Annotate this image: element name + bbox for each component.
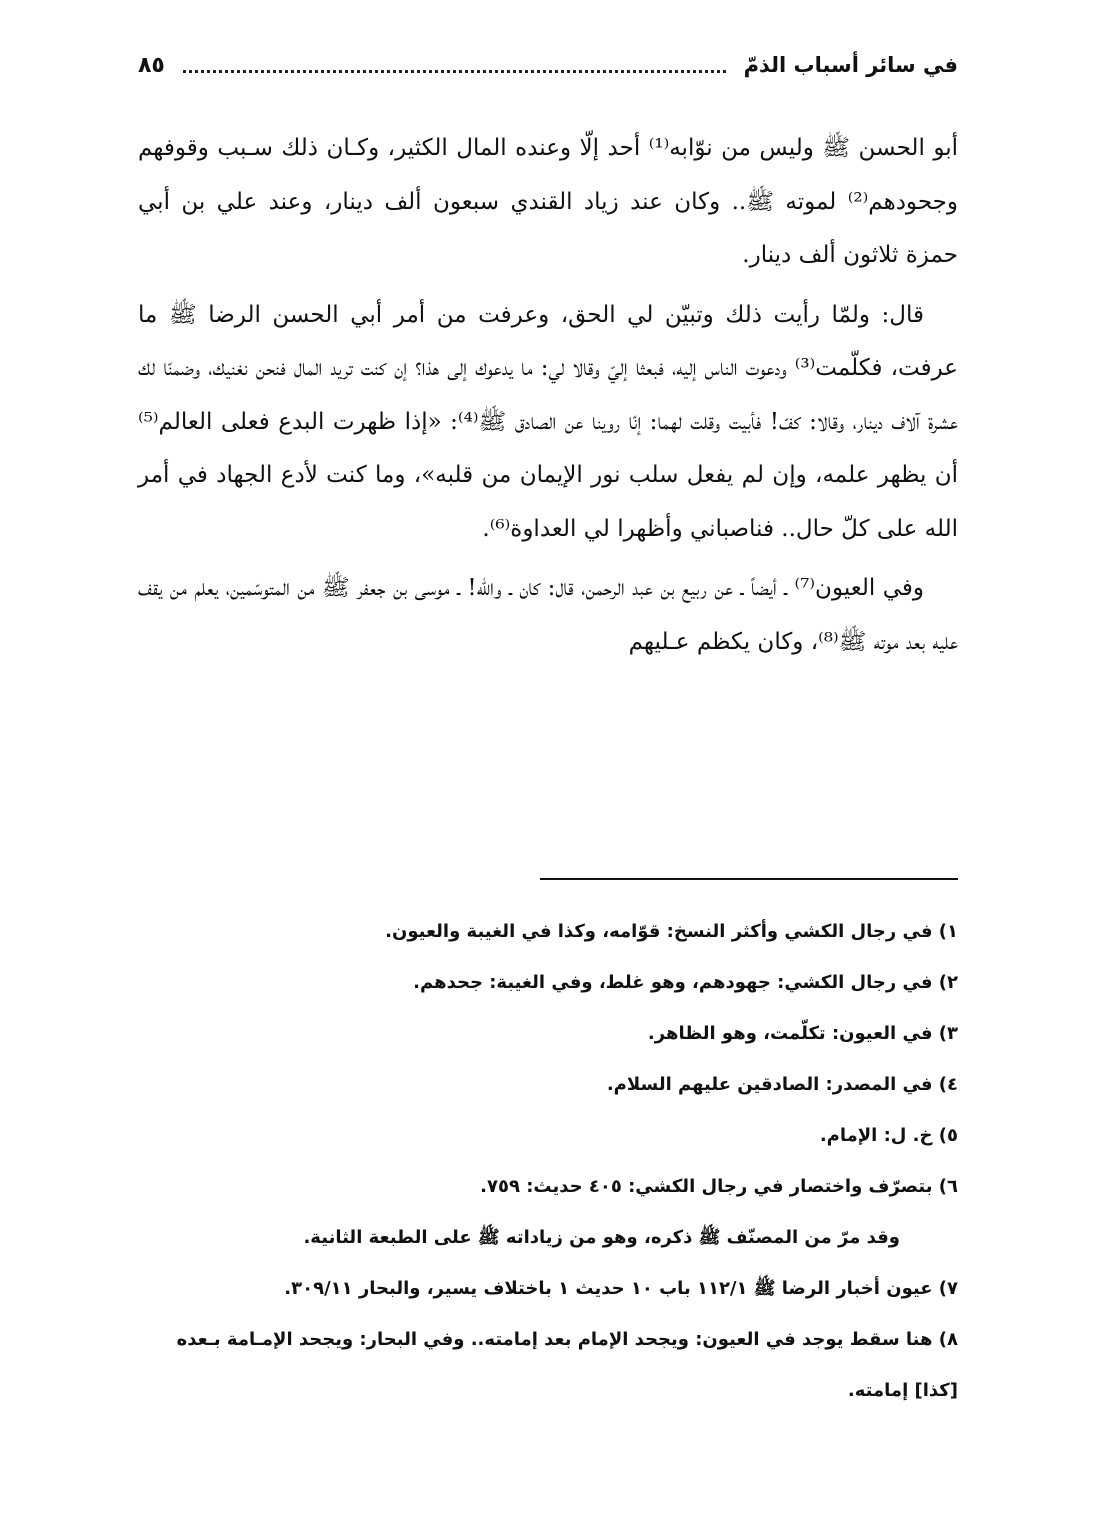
footnote: ٤) في المصدر: الصادقين عليهم السلام.: [606, 1074, 958, 1095]
paragraph: قال: ولمّا رأيت ذلك وتبيّن لي الحق، وعرفت من أمر أبي الحسن الرضا ﷺ ما عرفت، فكلّمت⁽³⁾ ودعوت الناس إليه، فبعثا إليّ وقالا لي: ما يدعوك إلى هذا؟ إن كنت تريد المال فنحن نغنيك، وضمنّا لك عشرة آلاف دينار، وقالا: كفّ! فأبيت وقلت لهما: إنّا روينا عن الصادق ﷺ⁽⁴⁾: «إذا ظهرت البدع فعلى العالم⁽⁵⁾ أن يظهر علمه، وإن لم يفعل سلب نور الإيمان من قلبه»، وما كنت لأدع الجهاد في أمر الله على كلّ حال.. فناصباني وأظهرا لي العداوة⁽⁶⁾.: [138, 301, 958, 542]
footnote: ٦) بتصرّف واختصار في رجال الكشي: ٤٠٥ حديث: ٧٥٩.: [480, 1176, 958, 1197]
footnotes: [138, 906, 958, 1416]
running-header: [138, 40, 958, 90]
paragraph: أبو الحسن ﷺ وليس من نوّابه⁽¹⁾ أحد إلّا وعنده المال الكثير، وكـان ذلك سـبب وقوفهم وجحودهم⁽²⁾ لموته ﷺ.. وكان عند زياد القندي سبعون ألف دينار، وعند علي بن أبي حمزة ثلاثون ألف دينار.: [138, 135, 958, 268]
running-header-title: في سائر أسباب الذمّ: [743, 53, 958, 77]
main-text: [138, 122, 958, 669]
page-number: ٨٥: [138, 52, 165, 78]
footnote: ١) في رجال الكشي وأكثر النسخ: قوّامه، وكذا في الغيبة والعيون.: [385, 921, 958, 942]
footnote: ٨) هنا سقط يوجد في العيون: ويجحد الإمام بعد إمامته.. وفي البحار: ويجحد الإمـامة بـعده [كذا] إمامته.: [176, 1329, 958, 1401]
footnote: ٢) في رجال الكشي: جهودهم، وهو غلط، وفي الغيبة: جحدهم.: [413, 972, 958, 993]
footnote: ٧) عيون أخبار الرضا ﷺ ١١٢/١ باب ١٠ حديث ١ باختلاف يسير، والبحار ٣٠٩/١١.: [284, 1278, 958, 1299]
footnote: ٥) خ. ل: الإمام.: [819, 1125, 958, 1146]
dotted-leader: [183, 70, 726, 73]
footnote-separator: [540, 878, 958, 880]
footnote: ٣) في العيون: تكلّمت، وهو الظاهر.: [647, 1023, 958, 1044]
paragraph: وفي العيون⁽⁷⁾ ـ أيضاً ـ عن ربيع بن عبد الرحمن، قال: كان ـ والله! ـ موسى بن جعفر ﷺ من المتوسّمين، يعلم من يقف عليه بعد موته ﷺ⁽⁸⁾، وكان يكظم عـليهم: [138, 575, 958, 655]
footnote-continuation: وقد مرّ من المصنّف ﷺ ذكره، وهو من زياداته ﷺ على الطبعة الثانية.: [303, 1227, 900, 1248]
